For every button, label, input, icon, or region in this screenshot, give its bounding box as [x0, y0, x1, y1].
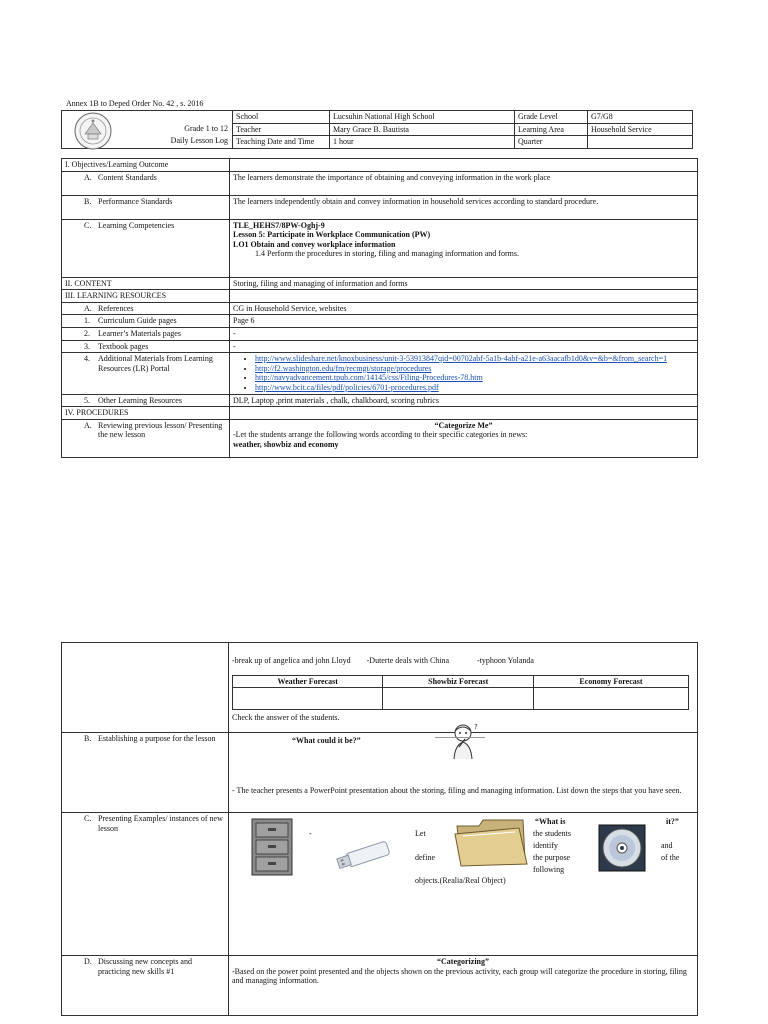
examples-dash: -: [309, 829, 312, 838]
discussing-concepts-label: D. Discussing new concepts and practicing new skills #1: [62, 956, 229, 1016]
additional-materials-label: 4. Additional Materials from Learning Resources (LR) Portal: [62, 353, 230, 394]
lesson-table-page2: [61, 642, 698, 1016]
check-answers-text: Check the answer of the students.: [232, 713, 340, 723]
section-content-value: Storing, filing and managing of information and forms: [230, 277, 698, 290]
categorizing-title: “Categorizing”: [437, 957, 489, 966]
school-label: School: [233, 111, 330, 124]
define-text: define: [415, 853, 435, 862]
folder-icon: [453, 816, 529, 868]
establishing-purpose-label: B. Establishing a purpose for the lesson: [62, 733, 229, 813]
news-item-3: -typhoon Yolanda: [477, 656, 534, 665]
establishing-purpose-value: [229, 723, 698, 813]
forecast-header-weather: Weather Forecast: [233, 675, 383, 688]
textbook-value: -: [230, 340, 698, 353]
news-item-1: -break up of angelica and john Lloyd: [232, 656, 351, 665]
following-text: following: [533, 865, 565, 874]
and-text: and: [661, 841, 673, 850]
reviewing-value: [230, 419, 698, 457]
forecast-header-economy: Economy Forecast: [533, 675, 688, 688]
what-is-it-title-b: it?”: [666, 817, 679, 826]
usb-flash-drive-icon: [335, 839, 395, 871]
teacher-value: Mary Grace B. Bautista: [330, 123, 515, 136]
performance-standards-label: B. Performance Standards: [62, 195, 230, 219]
categorize-instructions: -Let the students arrange the following words according to their specific categories in news:: [233, 430, 528, 440]
annex-note: Annex 1B to Deped Order No. 42 , s. 2016: [66, 99, 204, 108]
section-content-title: II. CONTENT: [62, 277, 230, 290]
content-standards-label: A. Content Standards: [62, 171, 230, 195]
discussing-concepts-value: [229, 956, 698, 1016]
presenting-examples-label: C. Presenting Examples/ instances of new lesson: [62, 813, 229, 956]
categorize-words: weather, showbiz and economy: [233, 439, 339, 449]
competency-item: 1.4 Perform the procedures in storing, filing and managing information and forms.: [255, 249, 519, 259]
let-text: Let: [415, 829, 426, 838]
header-table: [61, 110, 693, 149]
filing-cabinet-icon: [250, 817, 294, 877]
learning-area-label: Learning Area: [515, 123, 588, 136]
section-resources-title: III. LEARNING RESOURCES: [62, 290, 230, 303]
categorize-me-title: “Categorize Me”: [434, 420, 493, 430]
lo-title: LO1 Obtain and convey workplace information: [233, 239, 396, 249]
references-value: CG in Household Service, websites: [230, 302, 698, 315]
competency-code: TLE_HEHS7/8PW-Oghj-9: [233, 220, 325, 230]
teacher-label: Teacher: [233, 123, 330, 136]
learning-competencies-label: C. Learning Competencies: [62, 219, 230, 277]
presenting-examples-value: [229, 813, 698, 956]
curriculum-guide-value: Page 6: [230, 315, 698, 328]
purpose-text: the purpose: [533, 853, 571, 862]
quarter-label: Quarter: [515, 136, 588, 149]
learning-area-value: Household Service: [588, 123, 693, 136]
link-bcit[interactable]: http://www.bcit.ca/files/pdf/policies/6701-procedures.pdf: [255, 382, 439, 392]
svg-text:?: ?: [474, 723, 478, 731]
powerpoint-instructions: - The teacher presents a PowerPoint presentation about the storing, filing and managing information. List down the steps that you have seen.: [232, 786, 682, 795]
other-resources-label: 5. Other Learning Resources: [62, 394, 230, 407]
other-resources-value: DLP, Laptop ,print materials , chalk, chalkboard, scoring rubrics: [230, 394, 698, 407]
lesson-table-page1: [61, 158, 698, 458]
learners-materials-label: 2. Learner’s Materials pages: [62, 327, 230, 340]
forecast-cell-showbiz: [383, 688, 533, 710]
link-navyadvancement[interactable]: http://navyadvancement.tpub.com/14145/css/Filing-Procedures-78.htm: [255, 373, 483, 383]
identify-text: identify: [533, 841, 558, 850]
link-washington[interactable]: http://f2.washington.edu/fm/recmgt/storage/procedures: [255, 363, 432, 373]
deped-seal-icon: [74, 112, 112, 150]
thinking-person-icon: [449, 721, 483, 761]
cd-disc-icon: [597, 823, 647, 873]
of-the-text: of the: [661, 853, 680, 862]
date-value: 1 hour: [330, 136, 515, 149]
forecast-header-showbiz: Showbiz Forecast: [383, 675, 533, 688]
students-text: the students: [533, 829, 571, 838]
header-logo-cell: [62, 111, 233, 149]
section-objectives-title: I. Objectives/Learning Outcome: [62, 159, 230, 172]
learners-materials-value: -: [230, 327, 698, 340]
additional-materials-value: [230, 353, 698, 394]
grade-level-value: G7/G8: [588, 111, 693, 124]
textbook-label: 3. Textbook pages: [62, 340, 230, 353]
quarter-value: [588, 136, 693, 149]
reviewing-label: A. Reviewing previous lesson/ Presenting the new lesson: [62, 419, 230, 457]
curriculum-guide-label: 1. Curriculum Guide pages: [62, 315, 230, 328]
content-standards-value: The learners demonstrate the importance of obtaining and conveying information in the work place: [230, 171, 698, 195]
what-could-it-be-title: “What could it be?”: [292, 736, 361, 745]
log-label: Daily Lesson Log: [170, 135, 228, 145]
news-item-2: -Duterte deals with China: [366, 656, 450, 665]
school-value: Lucsuhin National High School: [330, 111, 515, 124]
link-slideshare[interactable]: http://www.slideshare.net/knoxbusiness/unit-3-53913847qid=00702abf-5a1b-4abf-a21e-a63aacafb1d0&v=&b=&from_search=1: [255, 354, 668, 364]
what-is-it-title-a: “What is: [535, 817, 566, 826]
forecast-cell-economy: [533, 688, 688, 710]
learning-competencies-value: [230, 219, 698, 277]
references-label: A. References: [62, 302, 230, 315]
grade-level-label: Grade Level: [515, 111, 588, 124]
news-cell: [229, 643, 698, 733]
performance-standards-value: The learners independently obtain and convey information in household services according to standard procedure.: [230, 195, 698, 219]
lesson-title: Lesson 5: Participate in Workplace Communication (PW): [233, 230, 431, 240]
forecast-table: [232, 675, 689, 711]
categorizing-instructions: -Based on the power point presented and the objects shown on the previous activity, each group will categorize the procedure in storing, filing and managing information.: [232, 966, 687, 986]
section-procedures-title: IV. PROCEDURES: [62, 407, 230, 420]
forecast-cell-weather: [233, 688, 383, 710]
objects-text: objects.(Realia/Real Object): [415, 876, 506, 885]
date-label: Teaching Date and Time: [233, 136, 330, 149]
grade-label: Grade 1 to 12: [184, 124, 228, 133]
